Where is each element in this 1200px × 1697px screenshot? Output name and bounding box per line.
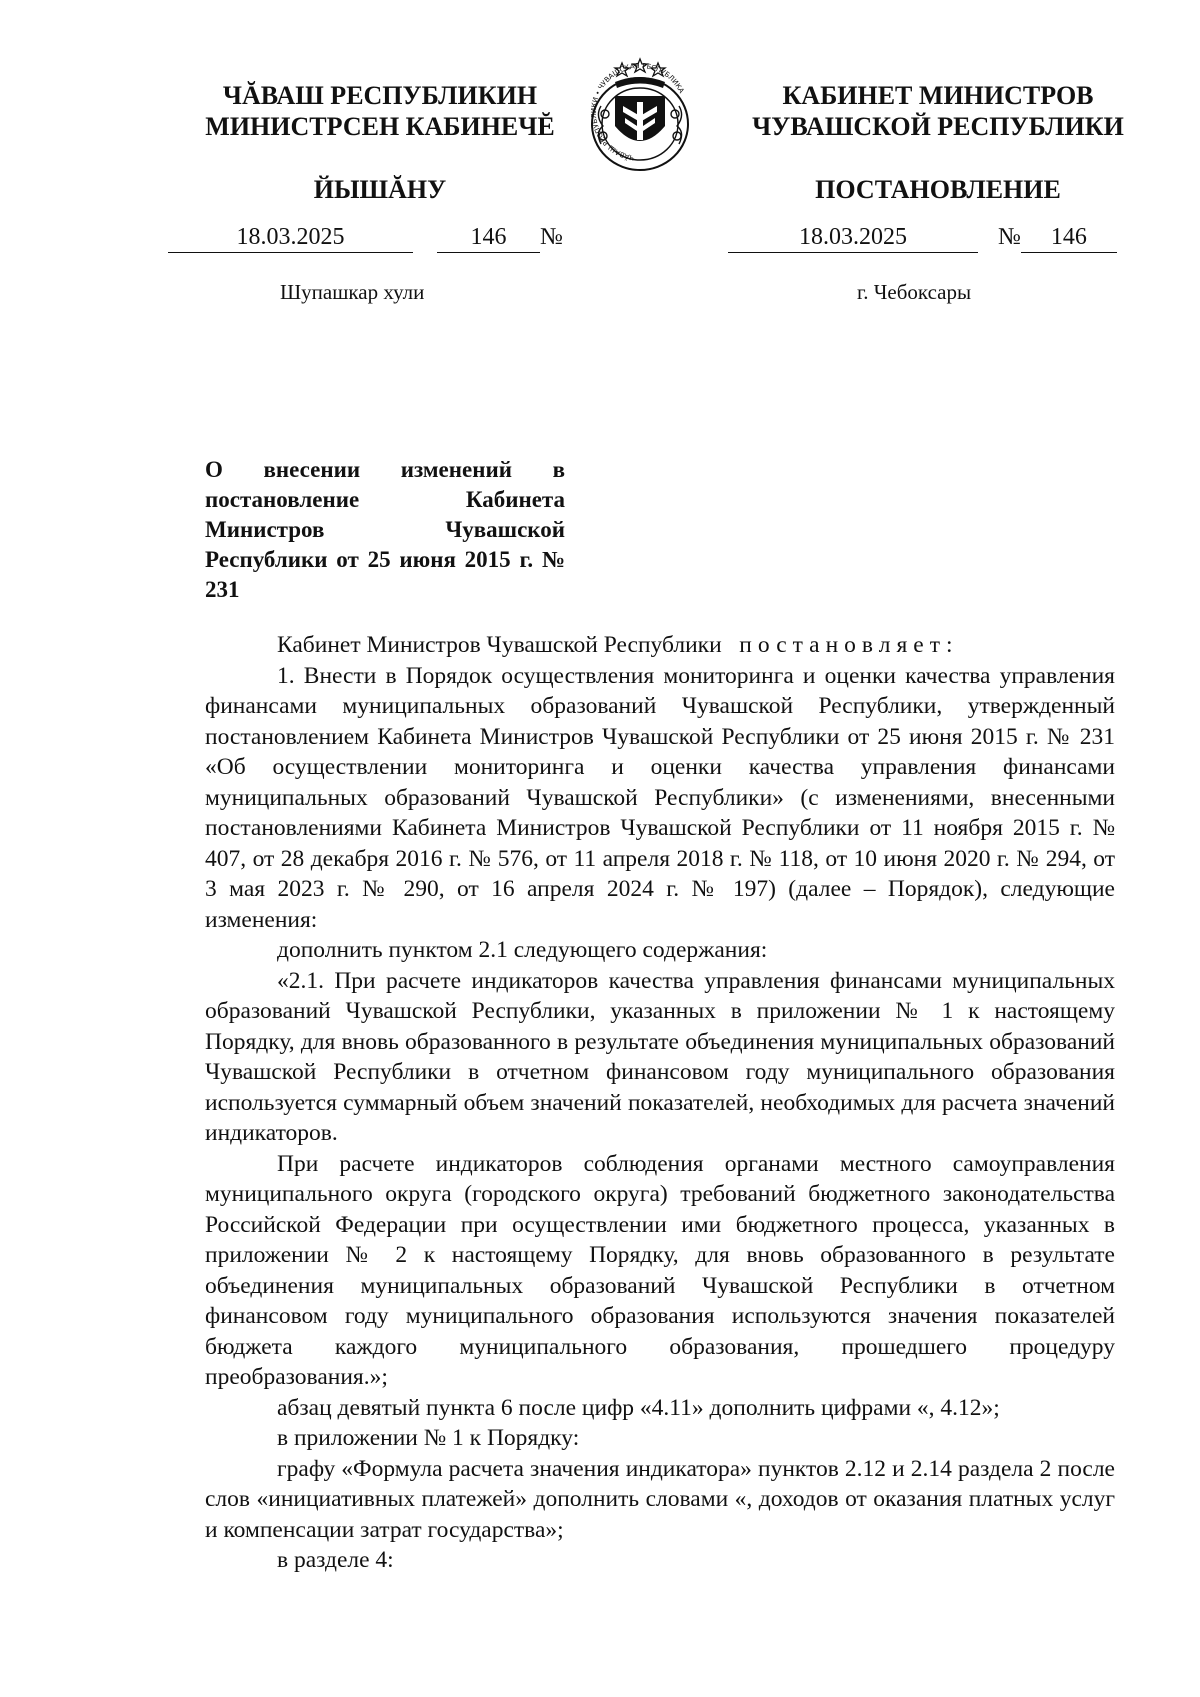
document-subject: О внесении изменений в постановление Кабинета Министров Чувашской Республики от 25 июня 2015 г. № 231 xyxy=(205,457,565,602)
date-number-left xyxy=(168,222,563,253)
header-left-block xyxy=(180,80,580,205)
date-right: 18.03.2025 xyxy=(728,222,978,253)
city-right: г. Чебоксары xyxy=(857,280,972,304)
coat-of-arms-icon xyxy=(575,56,705,178)
body-paragraph: в разделе 4: xyxy=(277,1547,394,1573)
date-number-right xyxy=(728,222,1117,253)
body-paragraph: «2.1. При расчете индикаторов качества управления финансами муниципальных образований Чувашской Республики, указанных в приложении № 1 к настоящему Порядку, для вновь образованного в результате объединения муниципальных образований Чувашской Республики в отчетном финансовом году муниципального образования используется суммарный объем значений показателей, необходимых для расчета значений индикаторов. xyxy=(205,967,1115,1146)
header-right-title-line2: ЧУВАШСКОЙ РЕСПУБЛИКИ xyxy=(752,112,1124,141)
number-left: 146 xyxy=(437,222,540,253)
header-left-title-line2: МИНИСТРСЕН КАБИНЕЧĔ xyxy=(205,112,555,141)
intro-verb: постановляет: xyxy=(739,632,959,658)
header-left-doc-type: ЙЫШĂНУ xyxy=(313,175,447,204)
number-sign-right: № xyxy=(998,224,1021,250)
body-paragraph: 1. Внести в Порядок осуществления мониторинга и оценки качества управления финансами муниципальных образований Чувашской Республики, утвержденный постановлением Кабинета Министров Чувашской Республики от 25 июня 2015 г. № 231 «Об осуществлении мониторинга и оценки качества управления финансами муниципальных образований Чувашской Республики» (с изменениями, внесенными постановлениями Кабинета Министров Чувашской Республики от 11 ноября 2015 г. № 407, от 28 декабря 2016 г. № 576, от 11 апреля 2018 г. № 118, от 10 июня 2020 г. № 294, от 3 мая 2023 г. № 290, от 16 апреля 2024 г. № 197) (далее – Порядок), следующие изменения: xyxy=(205,662,1115,933)
body-paragraph: При расчете индикаторов соблюдения органами местного самоуправления муниципального округа (городского округа) требований бюджетного законодательства Российской Федерации при осуществлении ими бюджетного процесса, указанных в приложении № 2 к настоящему Порядку, для вновь образованного в результате объединения муниципальных образований Чувашской Республики в отчетном финансовом году муниципального образования используются значения показателей бюджета каждого муниципального образования, прошедшего процедуру преобразования.»; xyxy=(205,1150,1115,1390)
document-body xyxy=(205,630,1115,1576)
body-paragraph: графу «Формула расчета значения индикатора» пунктов 2.12 и 2.14 раздела 2 после слов «инициативных платежей» дополнить словами «, доходов от оказания платных услуг и компенсации затрат государства»; xyxy=(205,1455,1115,1543)
city-left: Шупашкар хули xyxy=(280,280,425,304)
body-paragraph: дополнить пунктом 2.1 следующего содержания: xyxy=(277,937,768,963)
coat-of-arms-emblem xyxy=(575,56,705,178)
body-paragraph: абзац девятый пункта 6 после цифр «4.11» дополнить цифрами «, 4.12»; xyxy=(277,1394,1000,1421)
header-right-title-line1: КАБИНЕТ МИНИСТРОВ xyxy=(782,81,1094,110)
number-sign-left: № xyxy=(540,224,563,250)
intro-text: Кабинет Министров Чувашской Республики xyxy=(277,632,722,658)
header-right-doc-type: ПОСТАНОВЛЕНИЕ xyxy=(815,175,1061,204)
body-paragraph: в приложении № 1 к Порядку: xyxy=(277,1425,580,1451)
number-right: 146 xyxy=(1021,222,1117,253)
intro-paragraph xyxy=(205,630,1115,661)
emblem-ring-text: ЧĂВАШ РЕСПУБЛИКИ • ЧУВАШСКАЯ РЕСПУБЛИКА xyxy=(589,61,686,162)
header-left-title-line1: ЧĂВАШ РЕСПУБЛИКИН xyxy=(222,81,538,110)
date-left: 18.03.2025 xyxy=(168,222,413,253)
header-right-block xyxy=(738,80,1138,205)
